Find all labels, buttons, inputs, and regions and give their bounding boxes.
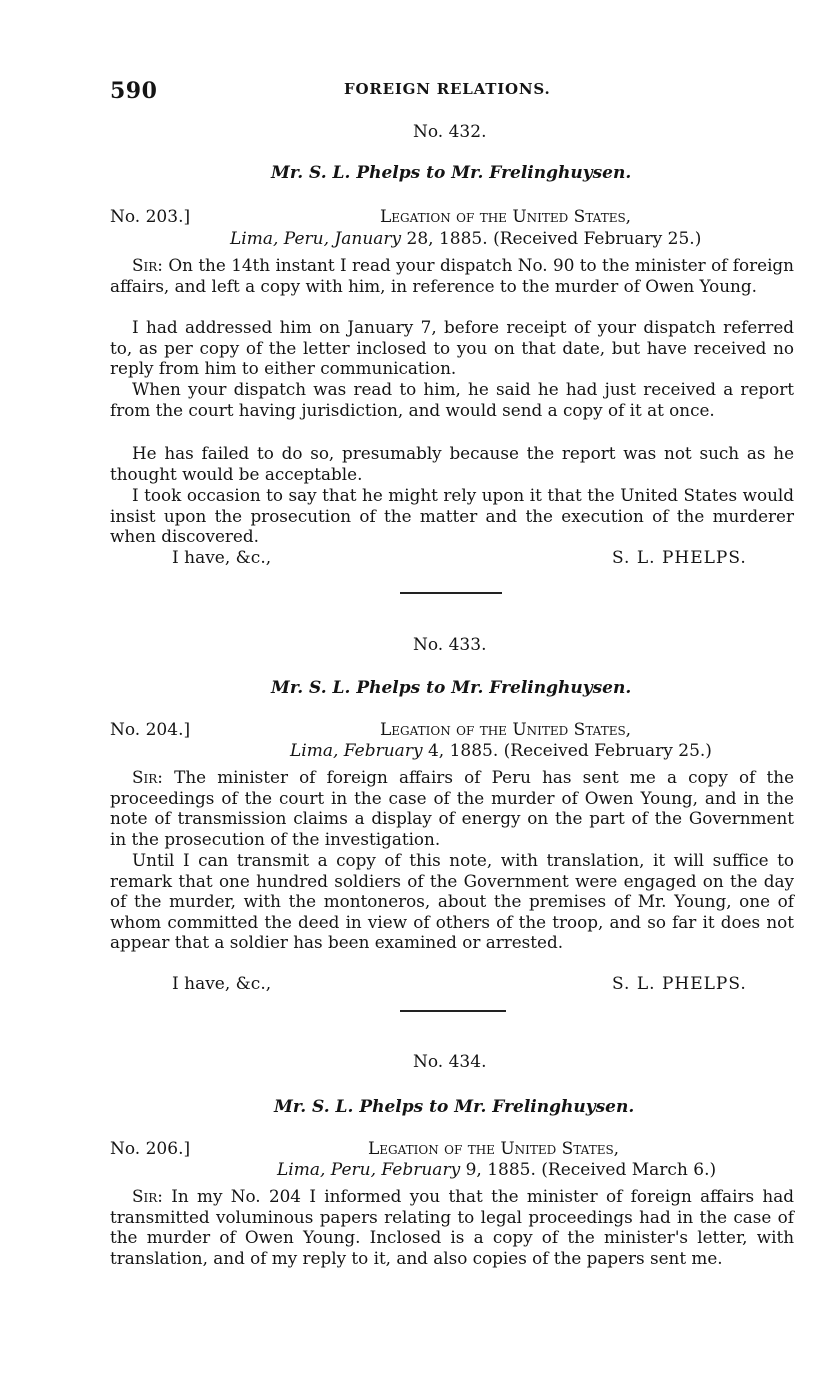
dateline-place: Lima, Peru,: [277, 1160, 377, 1180]
dateline-day-year: 28, 1885.: [406, 229, 488, 249]
paragraph: [110, 850, 794, 953]
paragraph: [110, 379, 794, 420]
paragraph-text: I had addressed him on January 7, before receipt of your dispatch referred to, as per copy of the letter inclosed to you on that date, but have received no reply from him to either communication.: [110, 317, 794, 379]
dateline: [230, 229, 701, 249]
dateline-month: February: [343, 741, 423, 761]
paragraph-text: I took occasion to say that he might rely upon it that the United States would insist upon the prosecution of the matter and the execution of the murderer when discovered.: [110, 485, 794, 547]
section-divider: [400, 1010, 506, 1012]
paragraph: [110, 443, 794, 484]
closing: I have, &c.,: [172, 974, 272, 994]
dispatch-number: No. 204.]: [110, 720, 191, 740]
paragraph: [110, 767, 794, 849]
paragraph-text: On the 14th instant I read your dispatch No. 90 to the minister of foreign affairs, and left a copy with him, in reference to the murder of Owen Young.: [110, 255, 794, 296]
paragraph: [110, 255, 794, 296]
running-title: FOREIGN RELATIONS.: [344, 80, 551, 98]
dateline-month: January: [334, 229, 402, 249]
document-number: No. 432.: [413, 122, 487, 142]
paragraph: [110, 485, 794, 547]
legation-heading: [380, 207, 631, 227]
document-title: Mr. S. L. Phelps to Mr. Frelinghuysen.: [274, 1097, 635, 1117]
dateline: [277, 1160, 716, 1180]
dateline-place: Lima,: [290, 741, 339, 761]
legation-text: Legation of the United States,: [380, 720, 632, 740]
signature: S. L. PHELPS.: [612, 974, 747, 994]
received-note: (Received February 25.): [493, 229, 702, 249]
paragraph-text: When your dispatch was read to him, he said he had just received a report from the court having jurisdiction, and would send a copy of it at once.: [110, 379, 794, 420]
salutation: Sir:: [132, 1186, 163, 1206]
received-note: (Received March 6.): [541, 1160, 717, 1180]
signature: S. L. PHELPS.: [612, 548, 747, 568]
document-number: No. 434.: [413, 1052, 487, 1072]
salutation: Sir:: [132, 255, 163, 275]
received-note: (Received February 25.): [503, 741, 712, 761]
paragraph: [110, 317, 794, 379]
dateline-day-year: 9, 1885.: [465, 1160, 536, 1180]
dateline-month: February: [381, 1160, 461, 1180]
document-title: Mr. S. L. Phelps to Mr. Frelinghuysen.: [271, 163, 632, 183]
salutation: Sir:: [132, 767, 163, 787]
dateline-day-year: 4, 1885.: [427, 741, 499, 761]
legation-heading: [380, 720, 631, 740]
dispatch-number: No. 203.]: [110, 207, 191, 227]
paragraph-text: The minister of foreign affairs of Peru has sent me a copy of the proceedings of the court in the case of the murder of Owen Young, and in the note of transmission claims a display of energy on the part of the Government in the prosecution of the investigation.: [110, 767, 794, 849]
legation-text: Legation of the United States,: [380, 207, 632, 227]
paragraph-text: Until I can transmit a copy of this note, with translation, it will suffice to remark that one hundred soldiers of the Government were engaged on the day of the murder, with the montoneros, about the premises of Mr. Young, one of whom committed the deed in view of others of the troop, and so far it does not appear that a soldier has been examined or arrested.: [110, 850, 794, 953]
legation-heading: [368, 1139, 619, 1159]
section-divider: [400, 592, 502, 594]
dispatch-number: No. 206.]: [110, 1139, 191, 1159]
legation-text: Legation of the United States,: [368, 1139, 620, 1159]
paragraph: [110, 1186, 794, 1268]
dateline-place: Lima, Peru,: [230, 229, 330, 249]
paragraph-text: In my No. 204 I informed you that the minister of foreign affairs had transmitted voluminous papers relating to legal proceedings had in the case of the murder of Owen Young. Inclosed is a copy of the minister's letter, with translation, and of my reply to it, and also copies of the papers sent me.: [110, 1186, 794, 1268]
dateline: [290, 741, 712, 761]
paragraph-text: He has failed to do so, presumably because the report was not such as he thought would be acceptable.: [110, 443, 794, 484]
page-number: 590: [110, 78, 158, 104]
closing: I have, &c.,: [172, 548, 272, 568]
document-number: No. 433.: [413, 635, 487, 655]
document-title: Mr. S. L. Phelps to Mr. Frelinghuysen.: [271, 678, 632, 698]
